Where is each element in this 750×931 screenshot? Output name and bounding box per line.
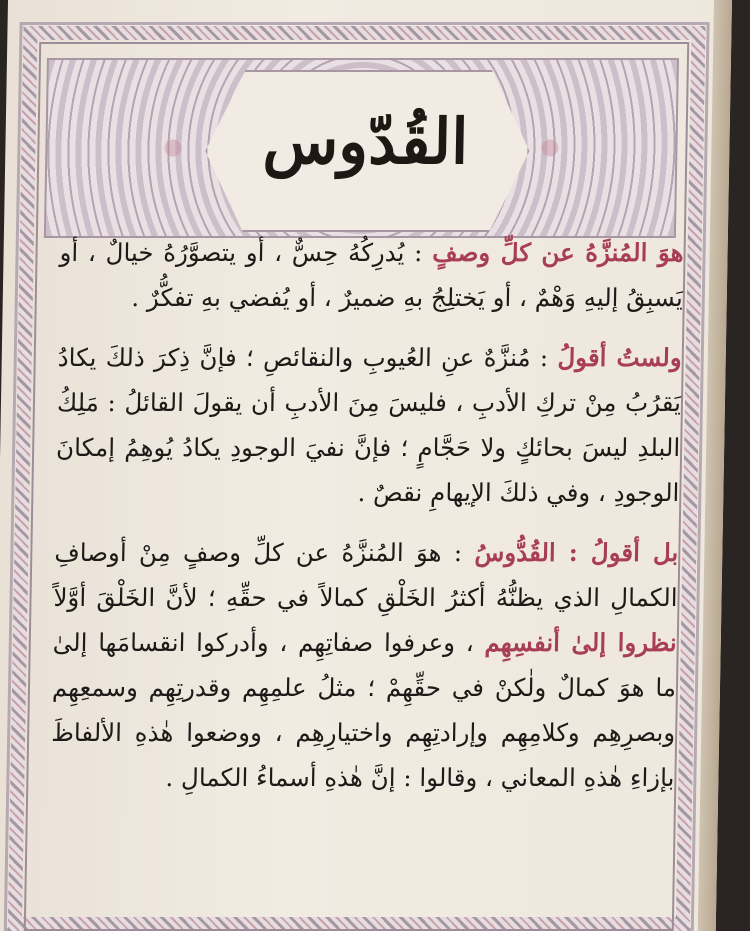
paragraph-1: [58, 230, 684, 320]
paragraph-1-text: : يُدرِكُهُ حِسٌّ ، أو يتصوَّرُهُ خيالٌ ، أو يَسبِقُ إليهِ وَهْمٌ ، أو يَختلِجُ بهِ ضميرٌ ، أو يُفضي بهِ تفكُّرٌ .: [59, 238, 684, 312]
paragraph-1-lead: هوَ المُنزَّهُ عن كلِّ وصفٍ: [431, 238, 684, 267]
paragraph-3-text: : هوَ المُنزَّهُ عن كلِّ وصفٍ مِنْ أوصافِ الكمالِ الذي يظنُّهُ أكثرُ الخَلْقِ كمالاً في حقِّهِ ؛ لأنَّ الخَلْقَ أوَّلاً: [53, 538, 678, 612]
page-title: القُدّوس: [262, 105, 469, 178]
paragraph-3: [50, 530, 679, 800]
paragraph-3-text-2: ، وعرفوا صفاتِهِم ، وأدركوا انقسامَها إلىٰ ما هوَ كمالٌ ولٰكنْ في حقِّهِمْ ؛ مثلُ علمِهِم وقدرتِهِم وسمعِهِم وبصرِهِم وكلامِهِم وإرادتِهِم واختيارِهِم ، ووضعوا هٰذهِ الألفاظَ بإزاءِ هٰذهِ المعاني ، وقالوا : إنَّ هٰذهِ أسماءُ الكمالِ .: [50, 628, 677, 792]
paragraph-3-lead: بل أقولُ : القُدُّوسُ: [474, 538, 679, 567]
body-text: [50, 230, 684, 815]
paragraph-2: [55, 335, 682, 515]
paragraph-2-text: : مُنزَّهٌ عنِ العُيوبِ والنقائصِ ؛ فإنَّ ذِكرَ ذلكَ يكادُ يَقرُبُ مِنْ تركِ الأدبِ ، فليسَ مِنَ الأدبِ أن يقولَ القائلُ : مَلِكُ البلدِ ليسَ بحائكٍ ولا حَجَّامٍ ؛ فإنَّ نفيَ الوجودِ يكادُ يُوهِمُ إمكانَ الوجودِ ، وفي ذلكَ الإيهامِ نقصٌ .: [55, 343, 682, 507]
paragraph-2-lead: ولستُ أقولُ: [557, 343, 683, 372]
paragraph-3-lead-2: نظروا إلىٰ أنفسِهِم: [484, 628, 678, 657]
